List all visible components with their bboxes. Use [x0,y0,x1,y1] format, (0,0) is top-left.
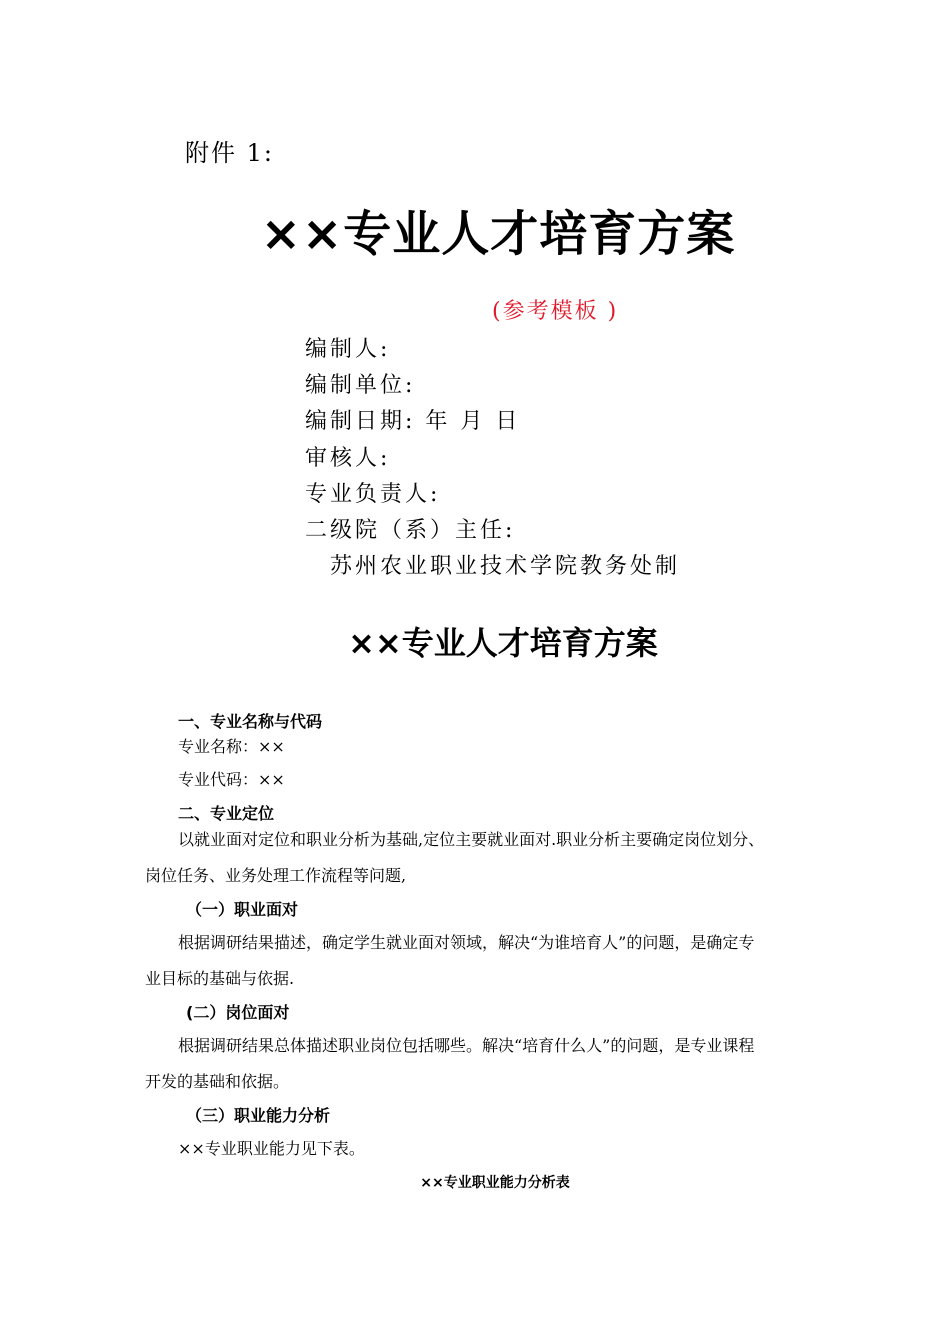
subsection3-line1: ××专业职业能力见下表。 [178,1139,365,1158]
field-compiler: 编制人: [305,337,391,362]
issuer-line: 苏州农业职业技术学院教务处制 [330,554,681,579]
subsection1-heading: （一）职业面对 [186,900,299,919]
content-title: ××专业人才培育方案 [348,624,658,662]
field-reviewer: 审核人: [305,446,391,471]
section2-heading: 二、专业定位 [178,804,275,823]
field-compile-date: 编制日期: 年 月 日 [305,409,521,434]
subsection2-line1: 根据调研结果总体描述职业岗位包括哪些。解决“培育什么人”的问题，是专业课程 [178,1036,755,1055]
subsection2-line2: 开发的基础和依据。 [145,1072,290,1091]
subsection2-heading: (二）岗位面对 [186,1003,290,1022]
subsection1-line1: 根据调研结果描述，确定学生就业面对领域，解决“为谁培育人”的问题，是确定专 [178,933,755,952]
attachment-label: 附件 1: [185,139,274,167]
field-compiling-unit: 编制单位: [305,373,416,398]
section2-intro-line1: 以就业面对定位和职业分析为基础,定位主要就业面对.职业分析主要确定岗位划分、 [178,830,765,849]
program-name-line: 专业名称：×× [178,737,285,756]
table-caption: ××专业职业能力分析表 [420,1175,570,1191]
template-note: (参考模板 ) [492,299,619,324]
section2-intro-line2: 岗位任务、业务处理工作流程等问题, [145,866,407,885]
cover-title: ××专业人才培育方案 [260,206,736,262]
subsection3-heading: （三）职业能力分析 [186,1106,331,1125]
field-department-director: 二级院（系）主任: [305,518,516,543]
subsection1-line2: 业目标的基础与依据. [145,969,295,988]
section1-heading: 一、专业名称与代码 [178,712,323,731]
program-code-line: 专业代码：×× [178,770,285,789]
field-program-lead: 专业负责人: [305,482,441,507]
